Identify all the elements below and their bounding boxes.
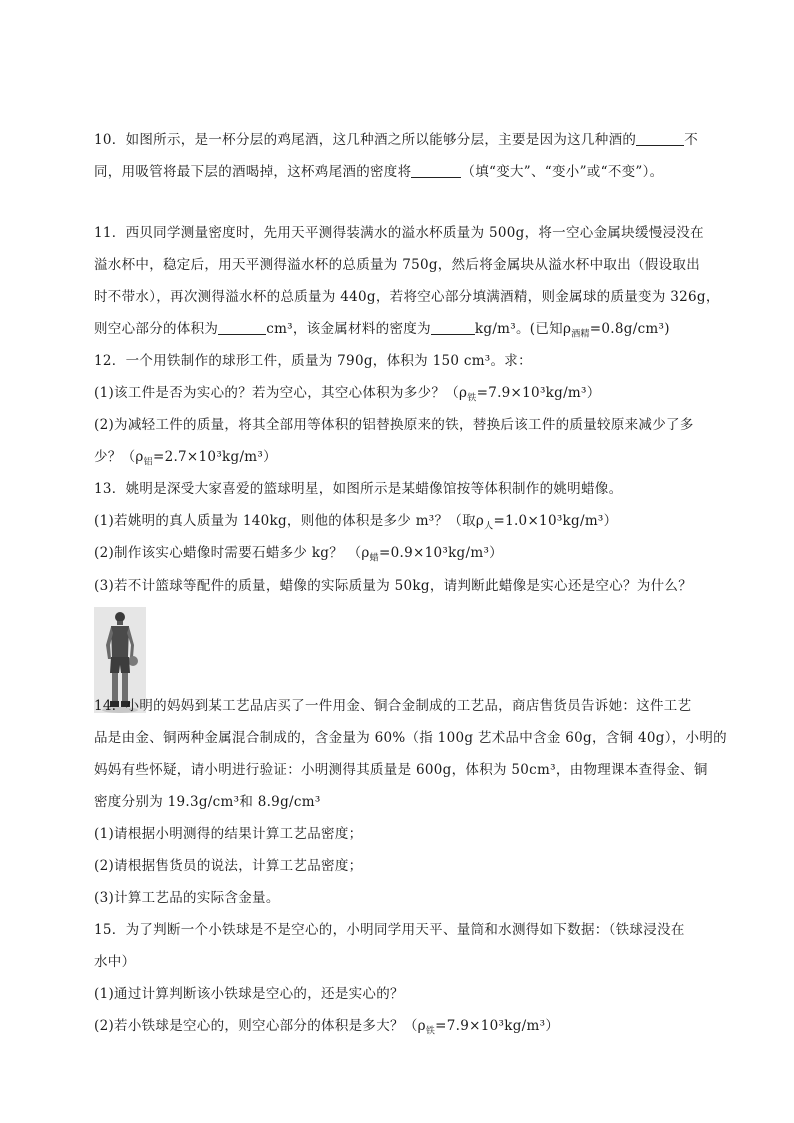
subscript: 铁 (425, 1026, 436, 1037)
q13-part-2 (94, 543, 714, 563)
q10-line-2 (94, 162, 714, 182)
q10-text: 不 (684, 132, 698, 148)
answer-blank (411, 163, 461, 178)
q11-line-3: 时不带水），再次测得溢水杯的总质量为 440g，若将空心部分填满酒精，则金属球的质量变为 326g， (94, 289, 720, 305)
q13-text: (1)若姚明的真人质量为 140kg，则他的体积是多少 m³？（取ρ (94, 513, 485, 529)
q12-text: (1)该工件是否为实心的？若为空心，其空心体积为多少？（ρ (94, 385, 468, 401)
q12-text: 少？（ρ (94, 449, 144, 465)
q14-part-2: (2)请根据售货员的说法，计算工艺品密度； (94, 858, 363, 874)
q15-part-2 (94, 1016, 714, 1036)
q13-part-3-line: (3)若不计篮球等配件的质量，蜡像的实际质量为 50kg，请判断此蜡像是实心还是空心？为什么？ (94, 578, 693, 594)
q10-line-1 (94, 130, 714, 150)
subscript: 酒精 (571, 329, 590, 340)
q11-line-4 (94, 319, 714, 339)
q11-line-1: 11．西贝同学测量密度时，先用天平测得装满水的溢水杯质量为 500g，将一空心金属块缓慢浸没在 (94, 225, 704, 241)
answer-blank (636, 131, 684, 146)
q14-part-3: (3)计算工艺品的实际含金量。 (94, 890, 280, 906)
q15-line-2: 水中） (94, 954, 136, 970)
q14-line-2: 品是由金、铜两种金属混合制成的，含金量为 60%（指 100g 艺术品中含金 60g，含铜 40g），小明的 (94, 730, 727, 746)
q12-line-1: 12．一个用铁制作的球形工件，质量为 790g，体积为 150 cm³。求： (94, 353, 532, 369)
q14-line-3: 妈妈有些怀疑，请小明进行验证：小明测得其质量是 600g，体积为 50cm³，由物理课本查得金、铜 (94, 762, 708, 778)
answer-blank (431, 320, 475, 335)
q14-line-1: 14．小明的妈妈到某工艺品店买了一件用金、铜合金制成的工艺品，商店售货员告诉她：这件工艺 (94, 698, 692, 714)
subscript: 铝 (143, 457, 153, 468)
q13-line-1: 13．姚明是深受大家喜爱的篮球明星，如图所示是某蜡像馆按等体积制作的姚明蜡像。 (94, 481, 623, 497)
q15-line-1: 15．为了判断一个小铁球是不是空心的，小明同学用天平、量筒和水测得如下数据：（铁球浸没在 (94, 922, 685, 938)
q11-text: cm³，该金属材料的密度为 (266, 321, 431, 337)
q15-text: =7.9×10³kg/m³） (435, 1018, 560, 1034)
q13-text: (2)制作该实心蜡像时需要石蜡多少 kg？ （ρ (94, 545, 370, 561)
q12-part-1 (94, 383, 714, 403)
q10-text: （填“变大”、“变小”或“不变”）。 (461, 164, 664, 180)
q13-part-1 (94, 511, 714, 531)
q14-line-4: 密度分别为 19.3g/cm³和 8.9g/cm³ (94, 794, 321, 810)
q14-part-1: (1)请根据小明测得的结果计算工艺品密度； (94, 826, 363, 842)
q11-text: 则空心部分的体积为 (94, 321, 219, 337)
q11-text: kg/m³。(已知ρ (474, 321, 572, 337)
answer-blank (218, 320, 266, 335)
q15-text: (2)若小铁球是空心的，则空心部分的体积是多大？（ρ (94, 1018, 426, 1034)
q10-text: 同，用吸管将最下层的酒喝掉，这杯鸡尾酒的密度将 (94, 164, 412, 180)
subscript: 铁 (467, 393, 477, 404)
q12-text: =7.9×10³kg/m³） (476, 385, 601, 401)
q15-part-1: (1)通过计算判断该小铁球是空心的，还是实心的？ (94, 986, 404, 1002)
q12-part-2-cont (94, 447, 714, 467)
q10-text: 10．如图所示，是一杯分层的鸡尾酒，这几种酒之所以能够分层，主要是因为这几种酒的 (94, 132, 637, 148)
q13-text: =1.0×10³kg/m³） (493, 513, 618, 529)
q11-text: =0.8g/cm³) (589, 321, 670, 337)
q11-line-2: 溢水杯中，稳定后，用天平测得溢水杯的总质量为 750g，然后将金属块从溢水杯中取出（假设取出 (94, 257, 700, 273)
q12-part-2: (2)为减轻工件的质量，将其全部用等体积的铝替换原来的铁，替换后该工件的质量较原来减少了多 (94, 417, 694, 433)
q12-text: =2.7×10³kg/m³） (152, 449, 277, 465)
q13-text: =0.9×10³kg/m³） (378, 545, 503, 561)
subscript: 蜡 (369, 553, 379, 564)
subscript: 人 (484, 521, 494, 532)
